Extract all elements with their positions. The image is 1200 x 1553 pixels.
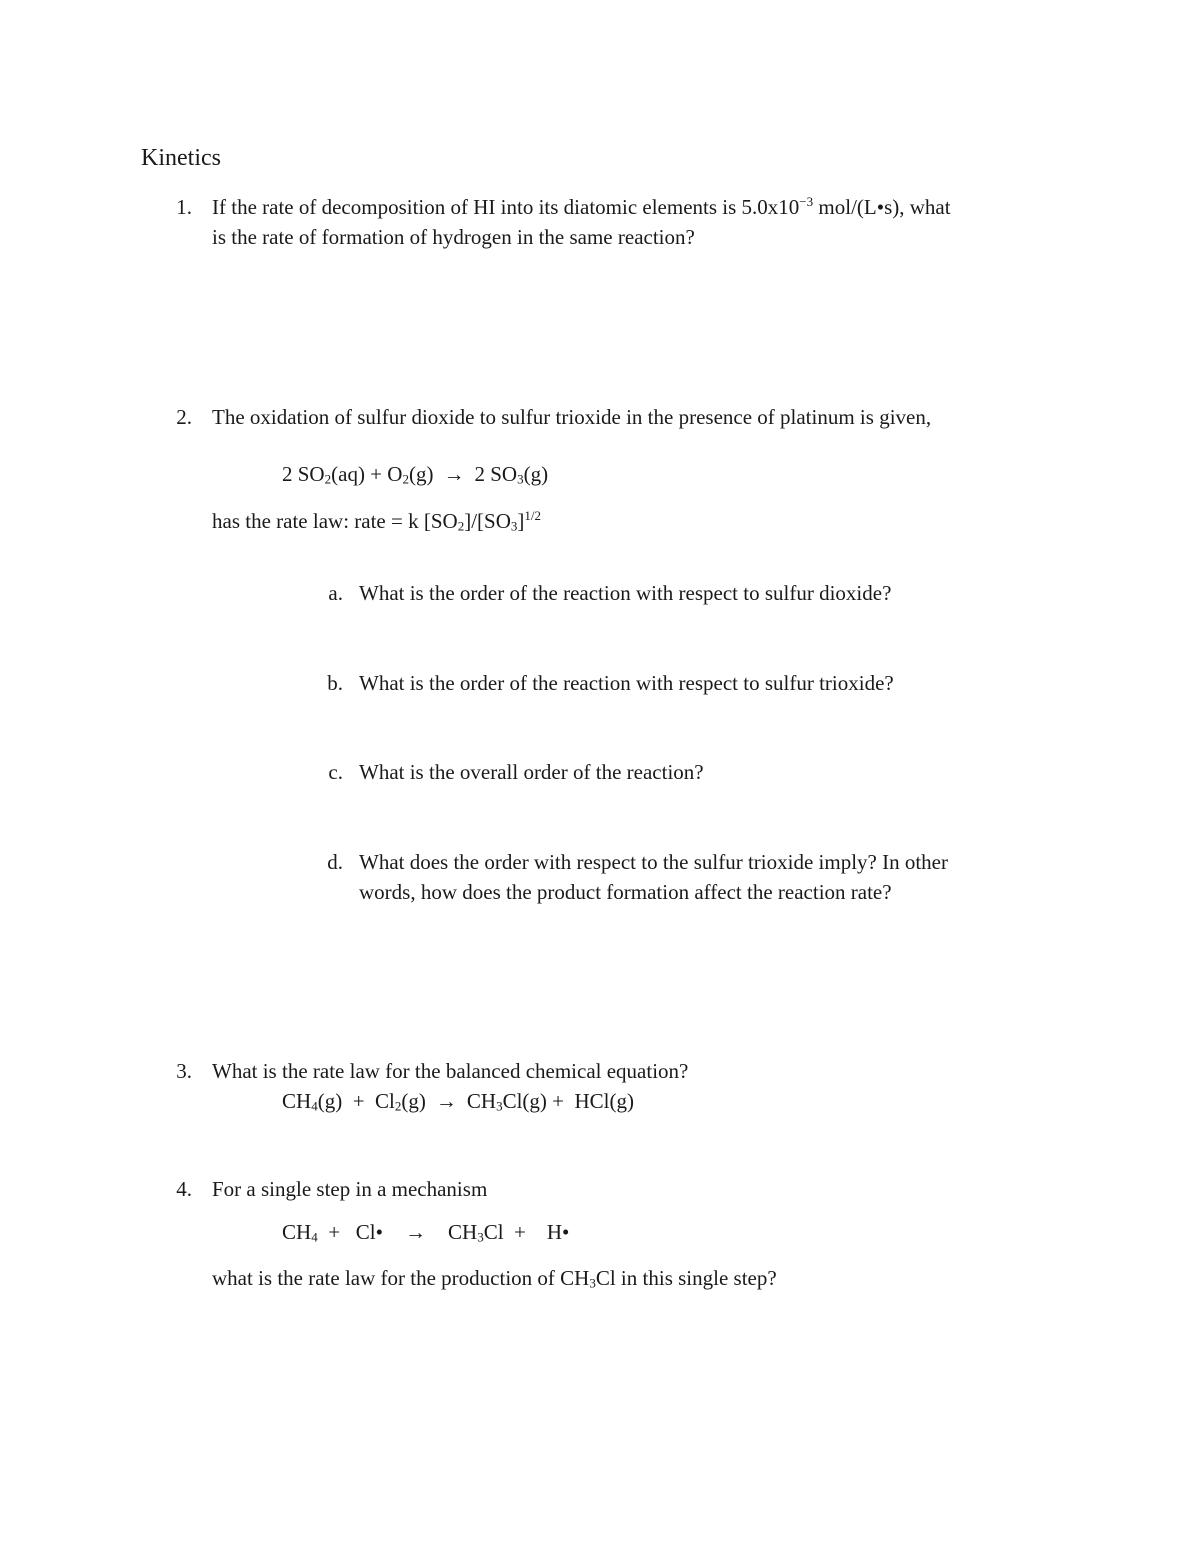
reaction-arrow-icon: → <box>435 1089 457 1113</box>
rate-law-term: ] <box>517 509 525 533</box>
eq-term: CH <box>282 1220 312 1244</box>
eq-term: CH <box>466 1089 497 1113</box>
eq-sub: 3 <box>477 1229 484 1245</box>
question-1-number: 1. <box>176 195 192 219</box>
follow-up-text: what is the rate law for the production of CH <box>212 1266 590 1290</box>
question-2-rate-law <box>212 507 541 536</box>
eq-sub: 3 <box>496 1098 503 1114</box>
eq-term: Cl + H• <box>483 1220 570 1244</box>
question-4-follow-up <box>212 1264 777 1293</box>
question-1-text-pre: If the rate of decomposition of HI into its diatomic elements is 5.0x10 <box>212 195 800 219</box>
question-1-exponent: −3 <box>799 194 814 210</box>
question-3-number: 3. <box>176 1059 192 1083</box>
eq-sub: 2 <box>394 1098 402 1114</box>
question-3-equation <box>282 1087 634 1116</box>
part-d-line-1: What does the order with respect to the sulfur trioxide imply? In other <box>359 850 948 874</box>
part-a-text: What is the order of the reaction with respect to sulfur dioxide? <box>359 581 892 605</box>
eq-term: (aq) + O <box>331 462 403 486</box>
eq-term: CH <box>448 1220 478 1244</box>
reaction-arrow-icon: → <box>405 1220 426 1244</box>
part-b-text: What is the order of the reaction with respect to sulfur trioxide? <box>359 671 894 695</box>
question-1-text-post: mol/(L•s), what <box>813 195 951 219</box>
eq-term: (g) + Cl <box>317 1089 395 1113</box>
page-title: Kinetics <box>141 145 221 171</box>
part-c-text: What is the overall order of the reaction? <box>359 760 704 784</box>
eq-sub: 3 <box>517 471 524 487</box>
eq-term: + Cl• <box>317 1220 383 1244</box>
eq-term: 2 SO <box>282 462 325 486</box>
eq-term: (g) <box>401 1089 426 1113</box>
question-2-text: The oxidation of sulfur dioxide to sulfur trioxide in the presence of platinum is given, <box>212 405 932 429</box>
eq-term: CH <box>282 1089 312 1113</box>
follow-up-sub: 3 <box>589 1275 596 1291</box>
question-4-equation <box>282 1218 569 1247</box>
eq-sub: 2 <box>402 471 409 487</box>
question-4-number: 4. <box>176 1177 192 1201</box>
reaction-arrow-icon: → <box>443 462 465 486</box>
eq-term: Cl(g) + HCl(g) <box>502 1089 635 1113</box>
rate-law-term: has the rate law: rate = k [SO <box>212 509 458 533</box>
question-4-text: For a single step in a mechanism <box>212 1177 488 1201</box>
question-2-number: 2. <box>176 405 192 429</box>
rate-law-sub: 2 <box>457 518 465 534</box>
eq-sub: 4 <box>311 1098 318 1114</box>
eq-sub: 4 <box>311 1229 318 1245</box>
eq-term: (g) <box>408 462 434 486</box>
follow-up-text: Cl in this single step? <box>595 1266 777 1290</box>
part-a-label: a. <box>328 581 343 605</box>
question-1-line-2: is the rate of formation of hydrogen in the same reaction? <box>212 225 695 249</box>
part-b-label: b. <box>327 671 343 695</box>
part-d-label: d. <box>327 850 343 874</box>
part-c-label: c. <box>328 760 343 784</box>
eq-sub: 2 <box>324 471 332 487</box>
rate-law-exponent: 1/2 <box>524 508 542 524</box>
question-2-equation <box>282 460 548 489</box>
rate-law-sub: 3 <box>510 518 518 534</box>
question-1-line-1 <box>212 193 951 222</box>
rate-law-term: ]/[SO <box>464 509 511 533</box>
part-d-line-2: words, how does the product formation affect the reaction rate? <box>359 880 892 904</box>
question-3-text: What is the rate law for the balanced chemical equation? <box>212 1059 689 1083</box>
eq-term: 2 SO <box>474 462 518 486</box>
eq-term: (g) <box>523 462 549 486</box>
